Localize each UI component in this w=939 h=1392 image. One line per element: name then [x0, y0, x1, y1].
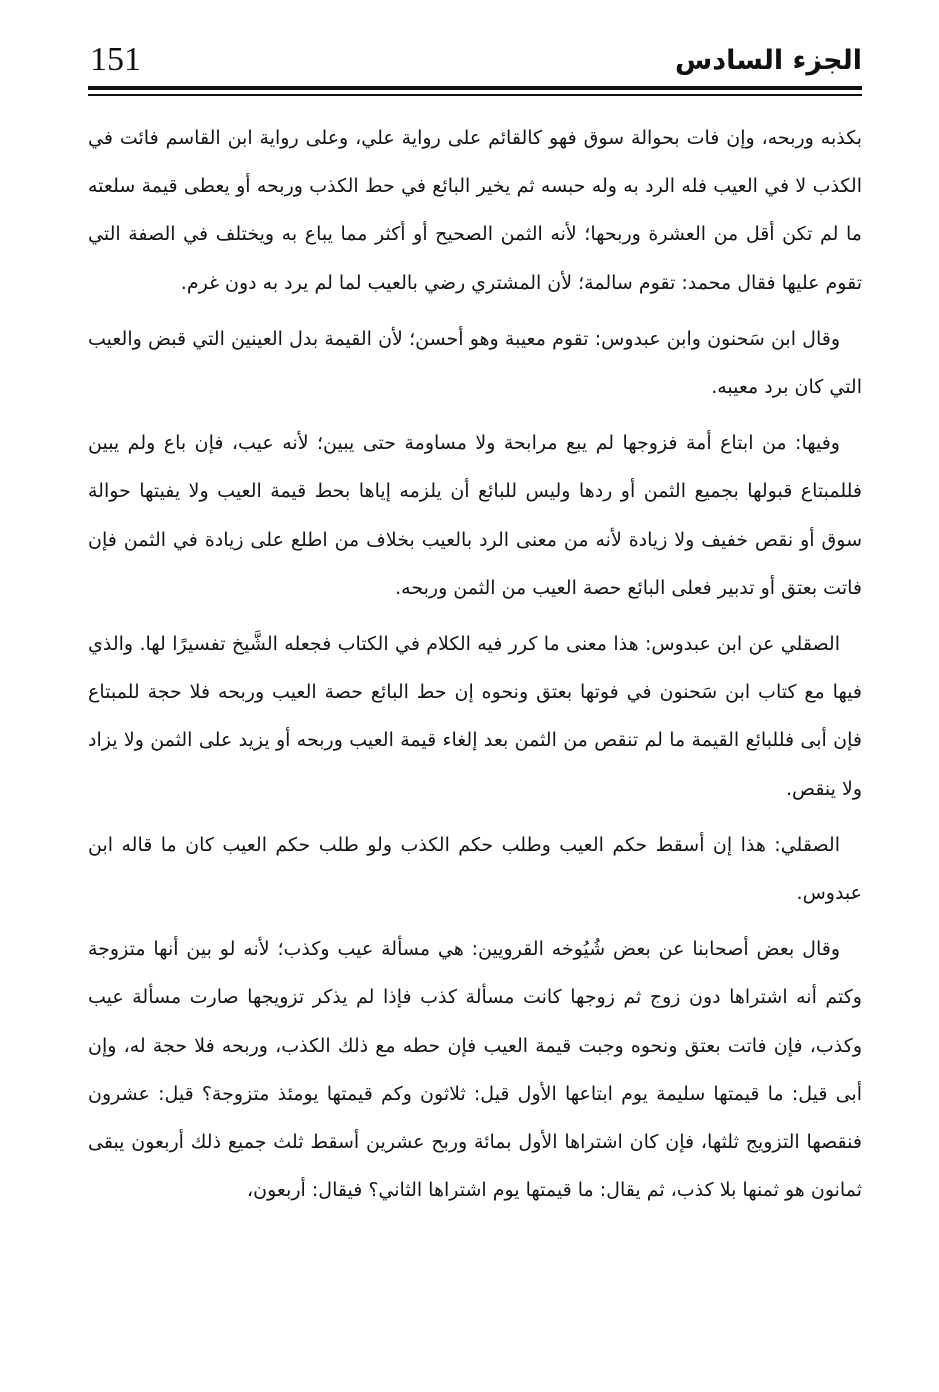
paragraph: وقال ابن سَحنون وابن عبدوس: تقوم معيبة وهو أحسن؛ لأن القيمة بدل العينين التي قبض والعيب التي كان برد معيبه.: [88, 327, 862, 399]
paragraph: وقال بعض أصحابنا عن بعض شُيُوخه القرويين: هي مسألة عيب وكذب؛ لأنه لو بين أنها متزوجة وكتم أنه اشتراها دون زوج ثم زوجها كانت مسألة كذب فإذا لم يذكر تزويجها صارت مسألة عيب وكذب، فإن فاتت بعتق ونحوه وجبت قيمة العيب فإن حطه مع ذلك الكذب، وربحه فلا حجة له، وإن أبى قيل: ما قيمتها سليمة يوم ابتاعها الأول قيل: ثلاثون وكم قيمتها يومئذ متزوجة؟ قيل: عشرون فنقصها التزويج ثلثها، فإن كان اشتراها الأول بمائة وربح عشرين أسقط ثلث جميع ذلك أربعون يبقى ثمانون هو ثمنها بلا كذب، ثم يقال: ما قيمتها يوم اشتراها الثاني؟ فيقال: أربعون،: [88, 938, 862, 1202]
main-text: [88, 114, 862, 1222]
paragraph: وفيها: من ابتاع أمة فزوجها لم يبع مرابحة ولا مساومة حتى يبين؛ لأنه عيب، فإن باع ولم يبين فللمبتاع قبولها بجميع الثمن أو ردها وليس للبائع أن يلزمه إياها بحط قيمة العيب ولا يفيتها حوالة سوق أو نقص خفيف ولا زيادة لأنه من معنى الرد بالعيب بخلاف من اطلع على زيادة في الثمن فإن فاتت بعتق أو تدبير فعلى البائع حصة العيب من الثمن وربحه.: [88, 432, 862, 599]
page-header: [88, 38, 862, 88]
paragraph: الصقلي عن ابن عبدوس: هذا معنى ما كرر فيه الكلام في الكتاب فجعله الشَّيخ تفسيرًا لها. والذي فيها مع كتاب ابن سَحنون في فوتها بعتق ونحوه إن حط البائع حصة العيب وربحه فلا حجة للمبتاع فإن أبى فللبائع القيمة ما لم تنقص من الثمن بعد إلغاء قيمة العيب وربحه أو يزيد على الثمن ولا يزاد ولا ينقص.: [88, 633, 862, 800]
paragraph: بكذبه وربحه، وإن فات بحوالة سوق فهو كالقائم على رواية علي، وعلى رواية ابن القاسم فائت في الكذب لا في العيب فله الرد به وله حبسه ثم يخير البائع في حط الكذب وربحه أو يعطى قيمة سلعته ما لم تكن أقل من العشرة وربحها؛ لأنه الثمن الصحيح أو أكثر مما يباع به ويختلف في الصفة التي تقوم عليها فقال محمد: تقوم سالمة؛ لأن المشتري رضي بالعيب لما لم يرد به دون غرم.: [88, 127, 862, 294]
running-title: الجزء السادس: [675, 45, 862, 76]
header-rule-thick: [88, 86, 862, 90]
paragraph: الصقلي: هذا إن أسقط حكم العيب وطلب حكم الكذب ولو طلب حكم العيب كان ما قاله ابن عبدوس.: [88, 833, 862, 905]
page-number: 151: [90, 41, 141, 78]
header-rule-thin: [88, 94, 862, 96]
